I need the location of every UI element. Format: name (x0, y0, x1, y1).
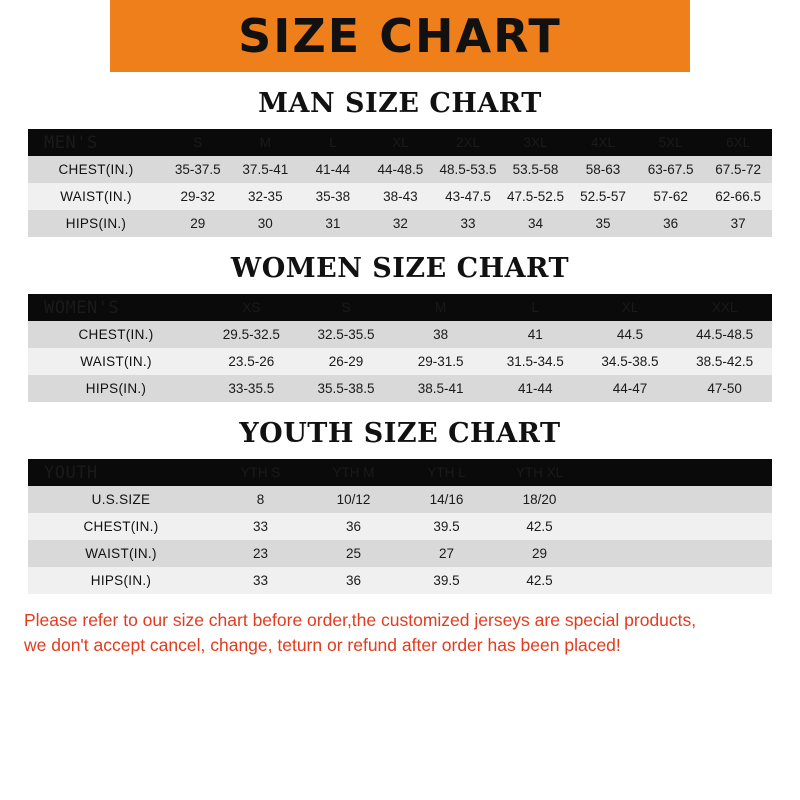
women-col-xxl: XXL (677, 294, 772, 321)
section-title-men: MAN SIZE CHART (258, 88, 542, 119)
women-hips-l: 41-44 (488, 375, 583, 402)
men-chest-4xl: 58-63 (569, 156, 637, 183)
youth-hips-l: 39.5 (400, 567, 493, 594)
youth-row-label-waist: WAIST(IN.) (28, 540, 214, 567)
youth-header-label: YOUTH (28, 459, 214, 486)
women-hips-s: 35.5-38.5 (299, 375, 394, 402)
women-waist-m: 29-31.5 (393, 348, 488, 375)
youth-chest-l: 39.5 (400, 513, 493, 540)
men-hips-l: 31 (299, 210, 367, 237)
table-header-row (28, 129, 772, 156)
women-waist-s: 26-29 (299, 348, 394, 375)
women-chest-l: 41 (488, 321, 583, 348)
women-waist-xxl: 38.5-42.5 (677, 348, 772, 375)
women-chest-m: 38 (393, 321, 488, 348)
women-col-xs: XS (204, 294, 299, 321)
page-title: SIZE CHART (238, 9, 562, 63)
women-col-l: L (488, 294, 583, 321)
men-hips-m: 30 (232, 210, 300, 237)
men-chest-s: 35-37.5 (164, 156, 232, 183)
men-hips-4xl: 35 (569, 210, 637, 237)
men-chest-l: 41-44 (299, 156, 367, 183)
women-hips-xs: 33-35.5 (204, 375, 299, 402)
men-hips-6xl: 37 (704, 210, 772, 237)
youth-hips-m: 36 (307, 567, 400, 594)
youth-col-xl: YTH XL (493, 459, 586, 486)
youth-col-empty-2 (679, 459, 772, 486)
footer-line-2: we don't accept cancel, change, teturn or refund after order has been placed! (24, 635, 621, 656)
table-row (28, 156, 772, 183)
men-waist-l: 35-38 (299, 183, 367, 210)
table-row (28, 321, 772, 348)
men-hips-2xl: 33 (434, 210, 502, 237)
men-col-5xl: 5XL (637, 129, 705, 156)
women-hips-xl: 44-47 (583, 375, 678, 402)
women-row-label-hips: HIPS(IN.) (28, 375, 204, 402)
youth-chest-empty-1 (586, 513, 679, 540)
footer-disclaimer (0, 608, 800, 659)
section-title-women: WOMEN SIZE CHART (230, 253, 570, 284)
women-chest-s: 32.5-35.5 (299, 321, 394, 348)
women-chest-xl: 44.5 (583, 321, 678, 348)
men-chest-xl: 44-48.5 (367, 156, 435, 183)
table-row (28, 513, 772, 540)
youth-col-l: YTH L (400, 459, 493, 486)
section-men (0, 88, 800, 237)
women-hips-m: 38.5-41 (393, 375, 488, 402)
men-waist-xl: 38-43 (367, 183, 435, 210)
men-chest-6xl: 67.5-72 (704, 156, 772, 183)
men-col-4xl: 4XL (569, 129, 637, 156)
men-waist-4xl: 52.5-57 (569, 183, 637, 210)
men-waist-5xl: 57-62 (637, 183, 705, 210)
table-row (28, 567, 772, 594)
women-waist-l: 31.5-34.5 (488, 348, 583, 375)
youth-ussize-m: 10/12 (307, 486, 400, 513)
men-hips-3xl: 34 (502, 210, 570, 237)
women-size-table (28, 294, 772, 402)
men-hips-5xl: 36 (637, 210, 705, 237)
youth-ussize-empty-2 (679, 486, 772, 513)
section-youth (0, 418, 800, 594)
men-row-label-waist: WAIST(IN.) (28, 183, 164, 210)
table-header-row (28, 459, 772, 486)
women-waist-xs: 23.5-26 (204, 348, 299, 375)
men-waist-s: 29-32 (164, 183, 232, 210)
footer-line-1: Please refer to our size chart before order,the customized jerseys are special products, (24, 610, 697, 630)
youth-table-body (28, 486, 772, 594)
table-header-row (28, 294, 772, 321)
youth-ussize-l: 14/16 (400, 486, 493, 513)
section-title-youth: YOUTH SIZE CHART (239, 418, 561, 449)
youth-waist-m: 25 (307, 540, 400, 567)
table-row (28, 348, 772, 375)
table-row (28, 540, 772, 567)
youth-ussize-empty-1 (586, 486, 679, 513)
men-hips-xl: 32 (367, 210, 435, 237)
youth-chest-empty-2 (679, 513, 772, 540)
women-chest-xxl: 44.5-48.5 (677, 321, 772, 348)
youth-hips-s: 33 (214, 567, 307, 594)
men-waist-6xl: 62-66.5 (704, 183, 772, 210)
women-table-head (28, 294, 772, 321)
women-row-label-chest: CHEST(IN.) (28, 321, 204, 348)
youth-row-label-ussize: U.S.SIZE (28, 486, 214, 513)
youth-hips-xl: 42.5 (493, 567, 586, 594)
youth-table-head (28, 459, 772, 486)
men-header-label: MEN'S (28, 129, 164, 156)
youth-waist-empty-2 (679, 540, 772, 567)
youth-chest-m: 36 (307, 513, 400, 540)
table-row (28, 486, 772, 513)
women-header-label: WOMEN'S (28, 294, 204, 321)
youth-chest-xl: 42.5 (493, 513, 586, 540)
women-col-xl: XL (583, 294, 678, 321)
men-table-body (28, 156, 772, 237)
men-col-s: S (164, 129, 232, 156)
men-col-l: L (299, 129, 367, 156)
women-table-body (28, 321, 772, 402)
men-hips-s: 29 (164, 210, 232, 237)
women-col-m: M (393, 294, 488, 321)
header-band (0, 0, 800, 72)
women-waist-xl: 34.5-38.5 (583, 348, 678, 375)
men-col-m: M (232, 129, 300, 156)
youth-ussize-s: 8 (214, 486, 307, 513)
youth-hips-empty-2 (679, 567, 772, 594)
youth-ussize-xl: 18/20 (493, 486, 586, 513)
youth-waist-xl: 29 (493, 540, 586, 567)
men-waist-m: 32-35 (232, 183, 300, 210)
youth-col-empty-1 (586, 459, 679, 486)
men-col-2xl: 2XL (434, 129, 502, 156)
table-row (28, 375, 772, 402)
youth-row-label-hips: HIPS(IN.) (28, 567, 214, 594)
youth-waist-s: 23 (214, 540, 307, 567)
men-table-head (28, 129, 772, 156)
men-chest-m: 37.5-41 (232, 156, 300, 183)
youth-row-label-chest: CHEST(IN.) (28, 513, 214, 540)
youth-waist-l: 27 (400, 540, 493, 567)
women-hips-xxl: 47-50 (677, 375, 772, 402)
table-row (28, 210, 772, 237)
table-row (28, 183, 772, 210)
men-chest-2xl: 48.5-53.5 (434, 156, 502, 183)
men-col-6xl: 6XL (704, 129, 772, 156)
youth-waist-empty-1 (586, 540, 679, 567)
men-waist-3xl: 47.5-52.5 (502, 183, 570, 210)
youth-size-table (28, 459, 772, 594)
men-size-table (28, 129, 772, 237)
youth-col-s: YTH S (214, 459, 307, 486)
men-col-xl: XL (367, 129, 435, 156)
men-waist-2xl: 43-47.5 (434, 183, 502, 210)
women-row-label-waist: WAIST(IN.) (28, 348, 204, 375)
men-row-label-hips: HIPS(IN.) (28, 210, 164, 237)
youth-chest-s: 33 (214, 513, 307, 540)
men-chest-3xl: 53.5-58 (502, 156, 570, 183)
section-women (0, 253, 800, 402)
youth-hips-empty-1 (586, 567, 679, 594)
men-col-3xl: 3XL (502, 129, 570, 156)
men-chest-5xl: 63-67.5 (637, 156, 705, 183)
youth-col-m: YTH M (307, 459, 400, 486)
women-chest-xs: 29.5-32.5 (204, 321, 299, 348)
women-col-s: S (299, 294, 394, 321)
men-row-label-chest: CHEST(IN.) (28, 156, 164, 183)
